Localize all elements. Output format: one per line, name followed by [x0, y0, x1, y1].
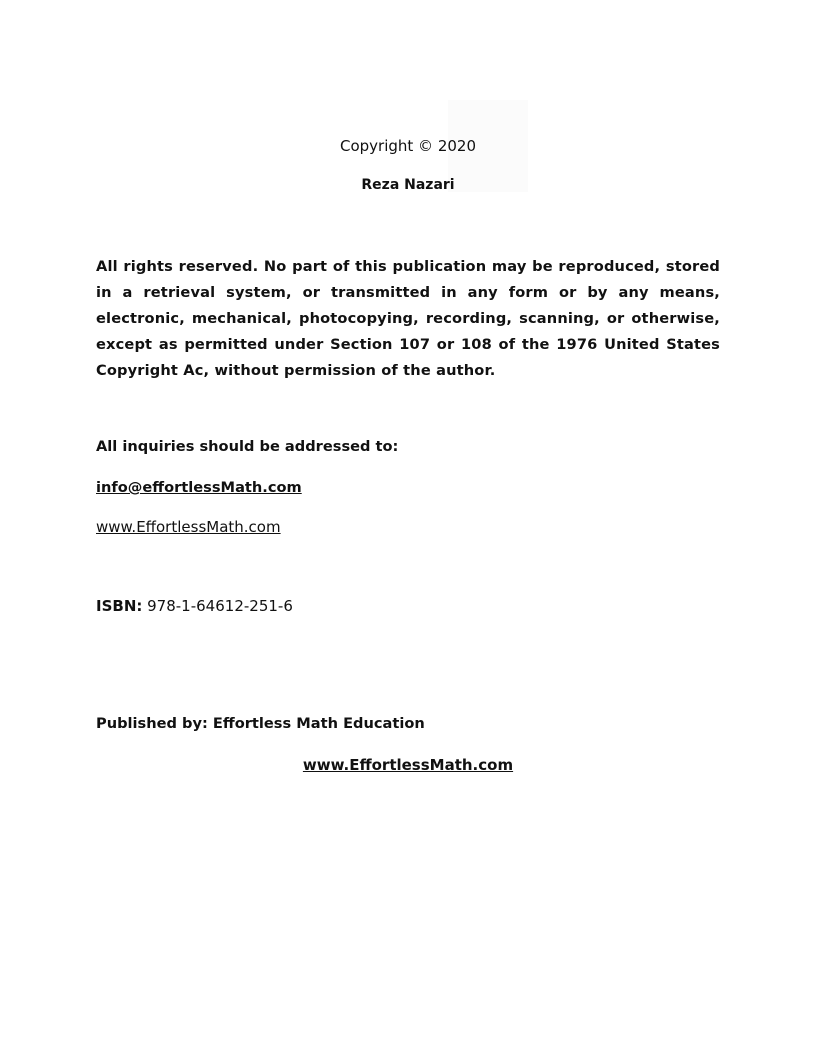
isbn-label: ISBN:: [96, 597, 143, 615]
email-link[interactable]: info@effortlessMath.com: [96, 479, 302, 496]
inquiries-label: All inquiries should be addressed to:: [96, 438, 399, 455]
copyright-notice: Copyright © 2020: [339, 137, 476, 155]
isbn-value: 978-1-64612-251-6: [142, 597, 293, 615]
website-link[interactable]: www.EffortlessMath.com: [96, 518, 281, 536]
published-by: Published by: Effortless Math Education: [96, 715, 425, 732]
rights-paragraph: All rights reserved. No part of this publication may be reproduced, stored in a retrieval system, or transmitted in any form or by any means, electronic, mechanical, photocopying, recording, scanning, or otherwise, except as permitted under Section 107 or 108 of the 1976 United States Copyright Ac, without permission of the author.: [96, 258, 720, 379]
author-name: Reza Nazari: [361, 177, 455, 193]
publisher-website-line: [0, 756, 816, 774]
isbn-line: [96, 597, 293, 615]
publisher-website-link[interactable]: www.EffortlessMath.com: [302, 756, 514, 774]
